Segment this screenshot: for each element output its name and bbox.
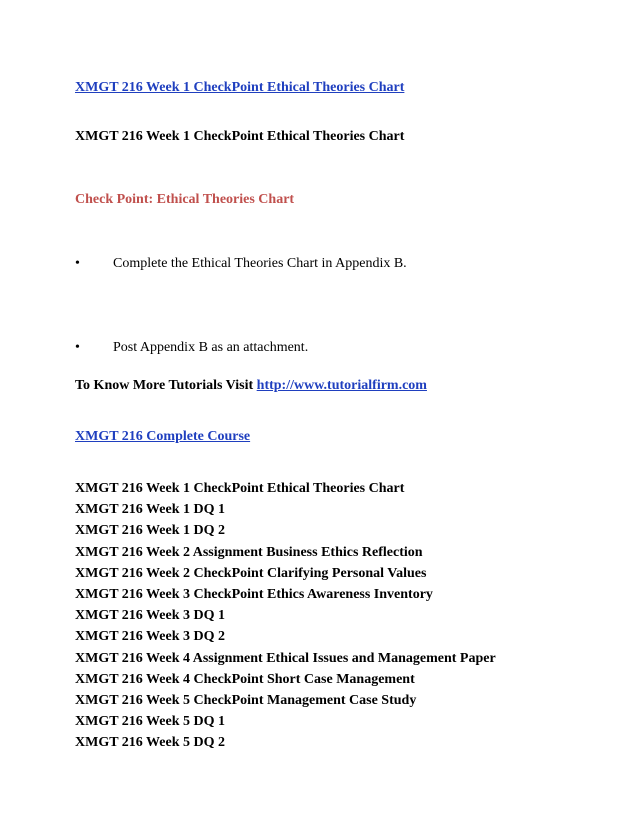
course-item: XMGT 216 Week 2 Assignment Business Ethics Reflection	[75, 544, 423, 560]
course-item: XMGT 216 Week 3 DQ 1	[75, 608, 225, 624]
course-item: XMGT 216 Week 5 DQ 1	[75, 714, 225, 730]
bullet-dot: •	[75, 256, 80, 271]
course-item: XMGT 216 Week 3 DQ 2	[75, 629, 225, 645]
complete-course-link[interactable]: XMGT 216 Complete Course	[75, 429, 251, 444]
bullet-item	[75, 255, 407, 273]
course-item: XMGT 216 Week 3 CheckPoint Ethics Awareness Inventory	[75, 587, 433, 603]
bullet-text: Post Appendix B as an attachment.	[113, 340, 309, 355]
course-list	[75, 478, 496, 754]
more-tutorials-line	[75, 377, 427, 395]
course-item: XMGT 216 Week 4 CheckPoint Short Case Management	[75, 671, 415, 687]
course-item: XMGT 216 Week 5 DQ 2	[75, 735, 225, 751]
tutorial-site-link[interactable]: http://www.tutorialfirm.com	[256, 378, 427, 393]
course-item: XMGT 216 Week 2 CheckPoint Clarifying Personal Values	[75, 565, 427, 581]
course-item: XMGT 216 Week 1 DQ 2	[75, 523, 225, 539]
document-subheading: Check Point: Ethical Theories Chart	[75, 192, 295, 207]
title-link[interactable]: XMGT 216 Week 1 CheckPoint Ethical Theories Chart	[75, 80, 405, 95]
bullet-item	[75, 339, 308, 357]
more-tutorials-label: To Know More Tutorials Visit	[75, 378, 257, 393]
course-item: XMGT 216 Week 1 CheckPoint Ethical Theories Chart	[75, 481, 405, 496]
bullet-text: Complete the Ethical Theories Chart in Appendix B.	[113, 256, 407, 271]
course-item: XMGT 216 Week 1 DQ 1	[75, 502, 225, 518]
course-item: XMGT 216 Week 5 CheckPoint Management Case Study	[75, 693, 417, 709]
bullet-dot: •	[75, 340, 80, 355]
document-heading: XMGT 216 Week 1 CheckPoint Ethical Theories Chart	[75, 129, 405, 144]
course-item: XMGT 216 Week 4 Assignment Ethical Issues and Management Paper	[75, 650, 496, 666]
